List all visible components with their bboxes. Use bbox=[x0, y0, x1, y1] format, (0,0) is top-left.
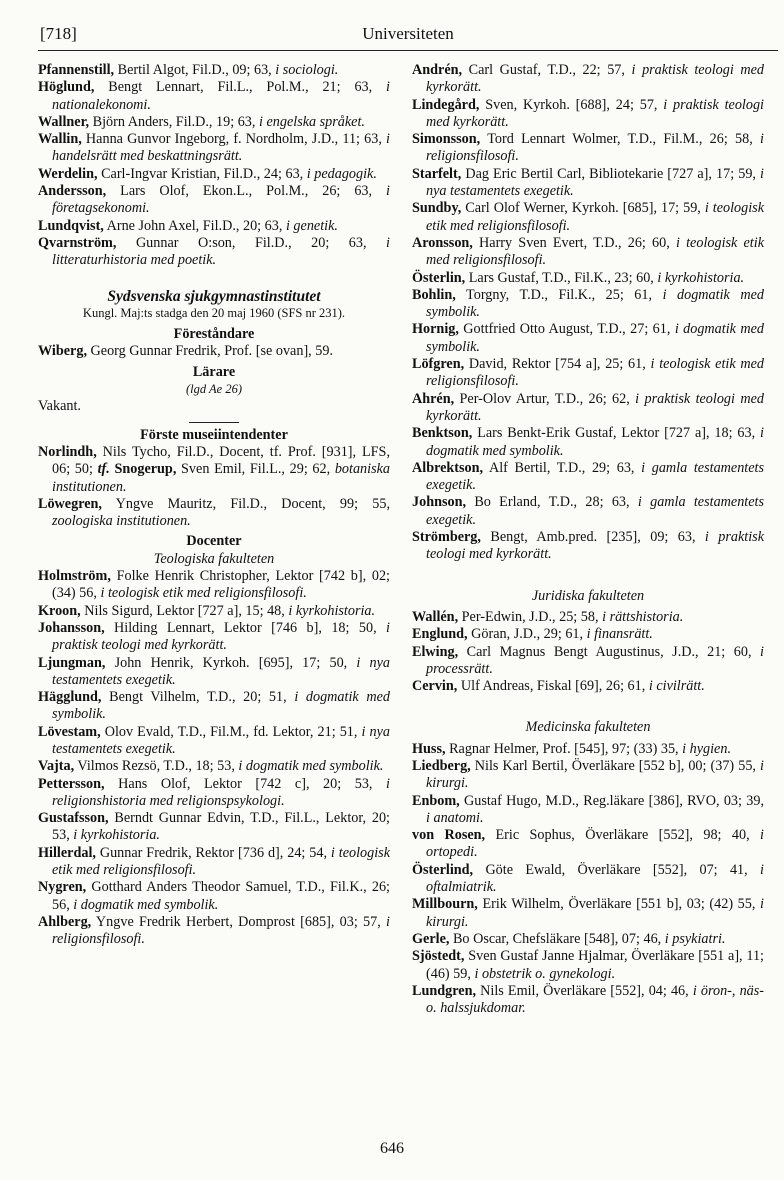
list-item bbox=[412, 741, 764, 758]
entry-name: Hägglund, bbox=[38, 689, 102, 706]
entry-name: Cervin, bbox=[412, 678, 458, 695]
page-header bbox=[38, 22, 778, 51]
folio: 646 bbox=[380, 1140, 404, 1157]
list-item bbox=[38, 131, 390, 166]
entry-name: Pfannenstill, bbox=[38, 62, 115, 78]
list-item bbox=[412, 948, 764, 983]
list-item bbox=[412, 644, 764, 679]
entry-name: Sjöstedt, bbox=[412, 948, 465, 965]
entry-text: Hanna Gunvor Ingeborg, f. Nordholm, J.D., 11; 63, bbox=[81, 131, 387, 148]
entry-text: Gotthard Anders Theodor Samuel, T.D., Fil.K., 26; 56, bbox=[52, 879, 390, 913]
entry-subject: i religionsfilosofi. bbox=[426, 131, 764, 165]
med-heading: Medicinska fakulteten bbox=[525, 719, 651, 736]
museum-heading: Förste museiintendenter bbox=[140, 426, 288, 443]
entry-name: Löwegren, bbox=[38, 495, 102, 512]
entry-subject: i teologisk etik med religionsfilosofi. bbox=[100, 585, 307, 602]
entry-subject: i pedagogik. bbox=[306, 165, 377, 182]
entry-subject: i processrätt. bbox=[426, 643, 764, 677]
entry-subject: i religionsfilosofi. bbox=[52, 913, 390, 948]
entry-subject: i praktisk teologi med kyrkorätt. bbox=[426, 390, 764, 424]
entry-name: Johansson, bbox=[38, 619, 105, 636]
entry-text: Hans Olof, Lektor [742 c], 20; 53, bbox=[104, 775, 387, 792]
entry-text: Göran, J.D., 29; 61, bbox=[467, 626, 587, 643]
list-item bbox=[412, 97, 764, 132]
entry-text: Sven Emil, Fil.L., 29; 62, bbox=[176, 461, 335, 478]
docenter-heading: Docenter bbox=[186, 533, 242, 550]
list-item bbox=[412, 494, 764, 529]
entry-text: Gunnar Fredrik, Rektor [736 d], 24; 54, bbox=[95, 844, 331, 861]
entry-subject: i anatomi. bbox=[426, 809, 484, 826]
entry-text: Gottfried Otto August, T.D., 27; 61, bbox=[458, 321, 675, 338]
entry-name: Bohlin, bbox=[412, 286, 456, 303]
entry-text: John Henrik, Kyrkoh. [695], 17; 50, bbox=[105, 654, 357, 671]
entry-text: Bengt Lennart, Fil.L., Pol.M., 21; 63, bbox=[94, 79, 387, 96]
list-item bbox=[412, 270, 764, 287]
list-item bbox=[412, 758, 764, 793]
entry-name: Johnson, bbox=[412, 494, 467, 511]
entry-list-teol bbox=[412, 62, 764, 564]
entry-subject: i teologisk etik med religionsfilosofi. bbox=[426, 200, 765, 234]
entry-text: Sven Gustaf Janne Hjalmar, Överläkare [551 a], 11; (46) 59, bbox=[426, 948, 764, 982]
entry-text: Hilding Lennart, Lektor [746 b], 18; 50, bbox=[104, 619, 387, 636]
entry-list-med bbox=[412, 741, 764, 1018]
entry-text: Vilmos Rezsö, T.D., 18; 53, bbox=[74, 758, 239, 775]
entry-subject: i kyrkohistoria. bbox=[657, 269, 745, 286]
entry-name: Huss, bbox=[412, 740, 446, 757]
list-item bbox=[38, 166, 390, 183]
entry-name: Wallin, bbox=[38, 131, 82, 148]
teol-heading: Teologiska fakulteten bbox=[153, 550, 275, 567]
entry-name: Liedberg, bbox=[412, 757, 471, 774]
running-head: Universiteten bbox=[362, 24, 454, 43]
list-item bbox=[38, 218, 390, 235]
entry-name: Vajta, bbox=[38, 758, 75, 775]
list-item bbox=[38, 79, 390, 114]
entry-name: Starfelt, bbox=[412, 165, 462, 182]
list-item bbox=[38, 620, 390, 655]
entry-name: Sundby, bbox=[412, 200, 462, 217]
entry-subject: zoologiska institutionen. bbox=[52, 513, 191, 530]
entry-text: Björn Anders, Fil.D., 19; 63, bbox=[89, 113, 259, 130]
entry-subject: i teologisk etik med religionsfilosofi. bbox=[426, 234, 764, 269]
entry-subject: i teologisk etik med religionsfilosofi. bbox=[52, 844, 390, 879]
entry-name: Snogerup, bbox=[109, 461, 177, 478]
entry-name: Lundgren, bbox=[412, 982, 477, 999]
entry-name: Andersson, bbox=[38, 183, 107, 200]
list-item bbox=[412, 896, 764, 931]
list-item bbox=[412, 321, 764, 356]
entry-text: Bengt Vilhelm, T.D., 20; 51, bbox=[101, 689, 295, 706]
list-item bbox=[412, 827, 764, 862]
jur-heading: Juridiska fakulteten bbox=[531, 587, 645, 604]
entry-name: Hornig, bbox=[412, 321, 459, 338]
entry-text: Gustaf Hugo, M.D., Reg.läkare [386], RVO, 03; 39, bbox=[459, 792, 764, 809]
page-number: [718] bbox=[40, 24, 77, 43]
entry-subject: i genetik. bbox=[285, 217, 338, 234]
entry-subject: i oftalmiatrik. bbox=[426, 861, 764, 896]
list-item bbox=[412, 460, 764, 495]
entry-text: Torgny, T.D., Fil.K., 25; 61, bbox=[455, 286, 663, 303]
entry-text: Carl-Ingvar Kristian, Fil.D., 24; 63, bbox=[97, 165, 307, 182]
entry-subject: i psykiatri. bbox=[664, 930, 726, 947]
entry-text: Lars Benkt-Erik Gustaf, Lektor [727 a], 18; 63, bbox=[472, 425, 761, 442]
entry-text: Harry Sven Evert, T.D., 26; 60, bbox=[472, 234, 676, 251]
entry-subject: i gamla testamentets exegetik. bbox=[426, 494, 765, 528]
entry-list-jur bbox=[412, 609, 764, 695]
entry-name: Österlin, bbox=[412, 269, 466, 286]
list-item bbox=[412, 793, 764, 828]
list-item bbox=[412, 62, 764, 97]
list-item bbox=[412, 391, 764, 426]
entry-name: Strömberg, bbox=[412, 529, 481, 546]
entry-name: Hillerdal, bbox=[38, 844, 96, 861]
entry-subject: i obstetrik o. gynekologi. bbox=[474, 965, 616, 982]
list-item bbox=[412, 931, 764, 948]
entry-tf: tf. bbox=[97, 461, 110, 478]
entry-subject: i dogmatik med symbolik. bbox=[426, 286, 764, 321]
list-item bbox=[412, 862, 764, 897]
list-item bbox=[412, 235, 764, 270]
list-item bbox=[38, 62, 390, 79]
list-item bbox=[412, 609, 764, 626]
entry-subject: i företagsekonomi. bbox=[52, 183, 390, 217]
entry-text: Yngve Mauritz, Fil.D., Docent, 99; 55, bbox=[101, 495, 390, 512]
entry-subject: i hygien. bbox=[682, 740, 731, 757]
entry-subject: i dogmatik med symbolik. bbox=[52, 689, 390, 723]
list-item bbox=[38, 810, 390, 845]
entry-text: Erik Wilhelm, Överläkare [551 b], 03; (42) 55, bbox=[477, 896, 761, 913]
entry-name: Elwing, bbox=[412, 643, 459, 660]
list-item bbox=[38, 776, 390, 811]
entry-text: Per-Edwin, J.D., 25; 58, bbox=[458, 608, 603, 625]
entry-subject: i ortopedi. bbox=[426, 827, 764, 861]
entry-subject: i öron-, näs- o. halssjukdomar. bbox=[426, 982, 764, 1017]
entry-subject: i dogmatik med symbolik. bbox=[73, 896, 219, 913]
entry-name: Österlind, bbox=[412, 861, 474, 878]
entry-name: Norlindh, bbox=[38, 443, 97, 460]
entry-list-top bbox=[38, 62, 390, 270]
entry-text: Georg Gunnar Fredrik, Prof. [se ovan], 59. bbox=[87, 343, 333, 360]
entry-subject: i praktisk teologi med kyrkorätt. bbox=[52, 619, 390, 654]
list-item bbox=[38, 183, 390, 218]
entry-text: Alf Bertil, T.D., 29; 63, bbox=[483, 459, 642, 476]
entry-text: Lars Olof, Ekon.L., Pol.M., 26; 63, bbox=[106, 183, 387, 200]
entry-subject: i engelska språket. bbox=[258, 113, 365, 130]
entry-subject: i finansrätt. bbox=[586, 626, 653, 643]
entry-name: Gerle, bbox=[412, 930, 450, 947]
entry-text: Bo Erland, T.D., 28; 63, bbox=[466, 494, 638, 511]
entry-name: von Rosen, bbox=[412, 827, 486, 844]
divider bbox=[189, 422, 239, 423]
entry-name: Wallner, bbox=[38, 113, 90, 130]
entry-text: Bertil Algot, Fil.D., 09; 63, bbox=[114, 62, 276, 78]
list-item bbox=[412, 166, 764, 201]
entry-text: Göte Ewald, Överläkare [552], 07; 41, bbox=[473, 861, 761, 878]
entry-subject: i nya testamentets exegetik. bbox=[426, 165, 764, 200]
entry-subject: i nya testamentets exegetik. bbox=[52, 654, 390, 688]
list-item bbox=[412, 529, 764, 564]
entry-subject: i sociologi. bbox=[275, 62, 339, 78]
entry-name: Ahrén, bbox=[412, 390, 455, 407]
entry-text: Bengt, Amb.pred. [235], 09; 63, bbox=[480, 529, 705, 546]
entry-text: Gunnar O:son, Fil.D., 20; 63, bbox=[116, 234, 387, 251]
entry-text: David, Rektor [754 a], 25; 61, bbox=[464, 356, 651, 373]
entry-text: Carl Magnus Bengt Augustinus, J.D., 21; 60, bbox=[458, 643, 761, 660]
entry-text: Nils Emil, Överläkare [552], 04; 46, bbox=[476, 982, 693, 999]
entry-subject: i dogmatik med symbolik. bbox=[238, 758, 384, 775]
entry-text: Per-Olov Artur, T.D., 26; 62, bbox=[454, 390, 636, 407]
list-item bbox=[38, 568, 390, 603]
list-item bbox=[38, 655, 390, 690]
list-item bbox=[412, 626, 764, 643]
entry-list-docenter bbox=[38, 568, 390, 949]
entry-name: Simonsson, bbox=[412, 131, 481, 148]
entry-name: Qvarnström, bbox=[38, 234, 117, 251]
entry-subject: i praktisk teologi med kyrkorätt. bbox=[426, 529, 764, 563]
entry-name: Werdelin, bbox=[38, 165, 98, 182]
list-item bbox=[412, 678, 764, 695]
list-item bbox=[412, 131, 764, 166]
entry-name: Lövestam, bbox=[38, 723, 101, 740]
entry-text: Eric Sophus, Överläkare [552], 98; 40, bbox=[485, 827, 761, 844]
entry-name: Ljungman, bbox=[38, 654, 106, 671]
entry-subject: i religionshistoria med religionspsykologi. bbox=[52, 775, 390, 809]
list-item bbox=[38, 845, 390, 880]
entry-name: Löfgren, bbox=[412, 356, 465, 373]
entry-name: Enbom, bbox=[412, 792, 460, 809]
entry-name: Holmström, bbox=[38, 568, 111, 585]
entry-subject: i kirurgi. bbox=[426, 757, 764, 792]
list-item bbox=[38, 689, 390, 724]
entry-subject: i kyrkohistoria. bbox=[288, 602, 376, 619]
entry-text: Berndt Gunnar Edvin, T.D., Fil.L., Lektor, 20; 53, bbox=[52, 810, 390, 844]
list-item bbox=[412, 983, 764, 1018]
entry-name: Nygren, bbox=[38, 879, 87, 896]
entry-name: Wiberg, bbox=[38, 343, 87, 360]
entry-subject: i nationalekonomi. bbox=[52, 79, 390, 113]
list-item bbox=[38, 914, 390, 949]
left-column bbox=[38, 62, 390, 949]
entry-subject: i litteraturhistoria med poetik. bbox=[52, 234, 390, 269]
entry-subject: i praktisk teologi med kyrkorätt. bbox=[426, 96, 764, 130]
list-item bbox=[38, 444, 390, 496]
entry-subject: i dogmatik med symbolik. bbox=[426, 425, 764, 459]
entry-subject: i gamla testamentets exegetik. bbox=[426, 459, 765, 494]
entry-text: Nils Sigurd, Lektor [727 a], 15; 48, bbox=[80, 602, 289, 619]
entry-name: Lundqvist, bbox=[38, 217, 104, 234]
entry-subject: i handelsrätt med beskattningsrätt. bbox=[52, 131, 390, 165]
larare-heading: Lärare bbox=[192, 363, 236, 380]
list-item bbox=[38, 235, 390, 270]
entry-name: Kroon, bbox=[38, 602, 81, 619]
entry-name: Andrén, bbox=[412, 62, 463, 78]
section-note: Kungl. Maj:ts stadga den 20 maj 1960 (SFS nr 231). bbox=[82, 305, 346, 320]
entry-text: Ragnar Helmer, Prof. [545], 97; (33) 35, bbox=[445, 740, 683, 757]
list-item bbox=[412, 356, 764, 391]
entry-text: Olov Evald, T.D., Fil.M., fd. Lektor, 21; 51, bbox=[100, 723, 362, 740]
entry-text: Carl Gustaf, T.D., 22; 57, bbox=[462, 62, 632, 78]
list-item bbox=[38, 114, 390, 131]
entry-name: Ahlberg, bbox=[38, 913, 92, 930]
section-title: Sydsvenska sjukgymnastinstitutet bbox=[107, 287, 321, 305]
entry-name: Benktson, bbox=[412, 425, 473, 442]
entry-subject: i kirurgi. bbox=[426, 896, 764, 930]
entry-text: Lars Gustaf, T.D., Fil.K., 23; 60, bbox=[465, 269, 658, 286]
list-item bbox=[38, 603, 390, 620]
entry-subject: botaniska institutionen. bbox=[52, 461, 390, 495]
entry-text: Dag Eric Bertil Carl, Bibliotekarie [727 a], 17; 59, bbox=[461, 165, 761, 182]
entry-text: Carl Olof Werner, Kyrkoh. [685], 17; 59, bbox=[461, 200, 705, 217]
right-column bbox=[412, 62, 764, 1017]
entry-name: Aronsson, bbox=[412, 234, 473, 251]
entry-text: Arne John Axel, Fil.D., 20; 63, bbox=[103, 217, 286, 234]
entry-subject: i teologisk etik med religionsfilosofi. bbox=[426, 356, 764, 390]
entry-name: Lindegård, bbox=[412, 96, 480, 113]
entry-name: Pettersson, bbox=[38, 775, 105, 792]
larare-note: (lgd Ae 26) bbox=[185, 382, 242, 397]
entry-text: Nils Tycho, Fil.D., Docent, tf. Prof. [931], LFS, 06; 50; bbox=[52, 443, 390, 478]
entry-text: Tord Lennart Wolmer, T.D., Fil.M., 26; 58, bbox=[480, 131, 761, 148]
entry-text: Yngve Fredrik Herbert, Domprost [685], 03; 57, bbox=[91, 913, 387, 930]
entry-text: Sven, Kyrkoh. [688], 24; 57, bbox=[479, 96, 664, 113]
entry-name: Albrektson, bbox=[412, 459, 484, 476]
entry-text: Nils Karl Bertil, Överläkare [552 b], 00; (37) 55, bbox=[470, 757, 761, 774]
entry-subject: i rättshistoria. bbox=[602, 608, 684, 625]
list-item bbox=[38, 758, 390, 775]
entry-subject: i praktisk teologi med kyrkorätt. bbox=[426, 62, 764, 96]
entry-text: Folke Henrik Christopher, Lektor [742 b], 02; (34) 56, bbox=[52, 568, 390, 602]
list-item bbox=[38, 879, 390, 914]
entry-subject: i kyrkohistoria. bbox=[73, 827, 160, 844]
entry-name: Gustafsson, bbox=[38, 810, 109, 827]
larare-entry: Vakant. bbox=[38, 398, 81, 415]
list-item bbox=[38, 724, 390, 759]
entry-subject: i civilrätt. bbox=[648, 678, 705, 695]
entry-subject: i dogmatik med symbolik. bbox=[426, 321, 764, 355]
entry-text: Ulf Andreas, Fiskal [69], 26; 61, bbox=[457, 678, 649, 695]
entry-name: Millbourn, bbox=[412, 896, 478, 913]
entry-name: Wallén, bbox=[412, 608, 459, 625]
list-item bbox=[412, 200, 764, 235]
entry-text: Bo Oscar, Chefsläkare [548], 07; 46, bbox=[449, 930, 665, 947]
list-item bbox=[412, 287, 764, 322]
forestandare-heading: Föreståndare bbox=[173, 326, 255, 343]
list-item bbox=[38, 496, 390, 531]
entry-name: Englund, bbox=[412, 626, 468, 643]
entry-subject: i nya testamentets exegetik. bbox=[52, 723, 391, 757]
list-item bbox=[38, 343, 390, 360]
list-item bbox=[412, 425, 764, 460]
entry-name: Höglund, bbox=[38, 79, 95, 96]
